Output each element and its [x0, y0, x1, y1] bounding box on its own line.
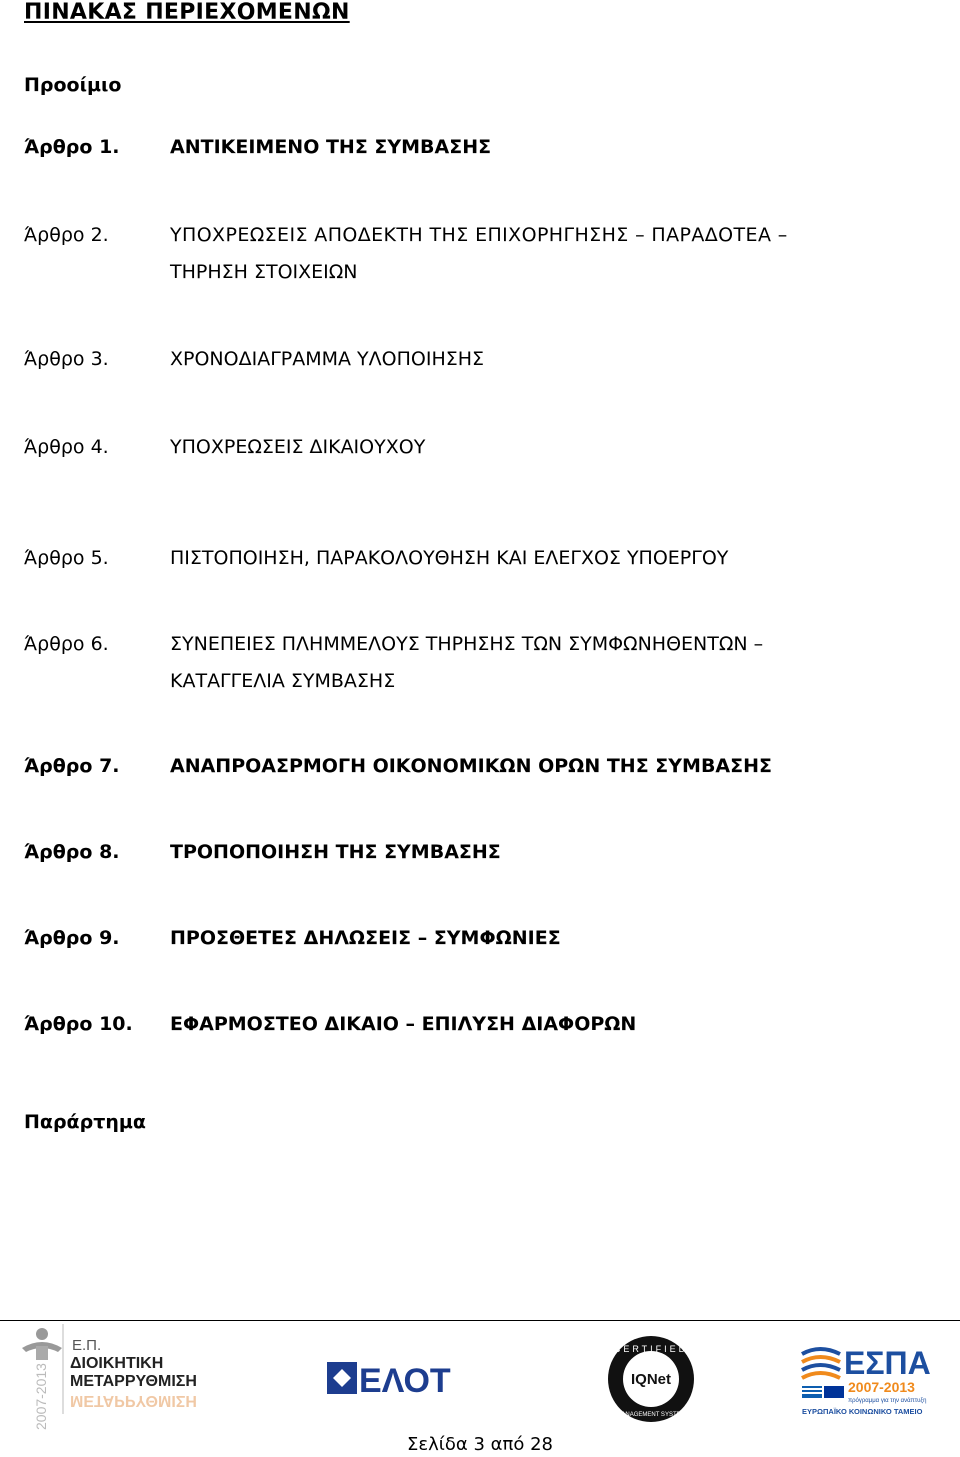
article-number: Άρθρο 6.: [24, 633, 109, 655]
espa-fund: ΕΥΡΩΠΑΪΚΟ ΚΟΙΝΩΝΙΚΟ ΤΑΜΕΙΟ: [802, 1407, 923, 1416]
article-number: Άρθρο 5.: [24, 547, 109, 569]
article-title: ΤΡΟΠΟΠΟΙΗΣΗ ΤΗΣ ΣΥΜΒΑΣΗΣ: [170, 841, 501, 863]
espa-title: ΕΣΠΑ: [844, 1345, 931, 1381]
article-number: Άρθρο 4.: [24, 436, 109, 458]
espa-tag: πρόγραμμα για την ανάπτυξη: [848, 1398, 927, 1404]
article-number: Άρθρο 2.: [24, 224, 109, 246]
article-number: Άρθρο 10.: [24, 1013, 133, 1035]
article-title: ΧΡΟΝΟΔΙΑΓΡΑΜΜΑ ΥΛΟΠΟΙΗΣΗΣ: [170, 348, 485, 370]
article-number: Άρθρο 8.: [24, 841, 120, 863]
article-title: ΑΝΤΙΚΕΙΜΕΝΟ ΤΗΣ ΣΥΜΒΑΣΗΣ: [170, 136, 492, 158]
iqnet-outer: CERTIFIED: [613, 1344, 689, 1354]
article-number: Άρθρο 7.: [24, 755, 120, 777]
iqnet-bottom: MANAGEMENT SYSTEM: [616, 1412, 686, 1418]
article-title: ΥΠΟΧΡΕΩΣΕΙΣ ΔΙΚΑΙΟΥΧΟΥ: [170, 436, 426, 458]
article-title: ΕΦΑΡΜΟΣΤΕΟ ΔΙΚΑΙΟ – ΕΠΙΛΥΣΗ ΔΙΑΦΟΡΩΝ: [170, 1013, 637, 1035]
dm-line1: ΔΙΟΙΚΗΤΙΚΗ: [70, 1355, 164, 1372]
article-number: Άρθρο 3.: [24, 348, 109, 370]
article-title: ΥΠΟΧΡΕΩΣΕΙΣ ΑΠΟΔΕΚΤΗ ΤΗΣ ΕΠΙΧΟΡΗΓΗΣΗΣ – ΠΑΡΑΔΟΤΕΑ –: [170, 224, 788, 246]
logo-elot: [327, 1360, 467, 1400]
espa-years: 2007-2013: [848, 1379, 915, 1395]
logo-espa: [800, 1338, 935, 1418]
toc-prologue: Προοίμιο: [24, 74, 122, 96]
article-title: ΠΙΣΤΟΠΟΙΗΣΗ, ΠΑΡΑΚΟΛΟΥΘΗΣΗ ΚΑΙ ΕΛΕΓΧΟΣ ΥΠΟΕΡΓΟΥ: [170, 547, 729, 569]
dm-years: 2007-2013: [33, 1363, 49, 1430]
elot-text: ΕΛΟΤ: [359, 1362, 451, 1400]
dm-reflection: ΜΕΤΑΡΡΥΘΜΙΣΗ: [70, 1392, 197, 1409]
dm-ep: Ε.Π.: [72, 1337, 102, 1354]
article-title: ΑΝΑΠΡΟΑΣΡΜΟΓΗ ΟΙΚΟΝΟΜΙΚΩΝ ΟΡΩΝ ΤΗΣ ΣΥΜΒΑΣΗΣ: [170, 755, 772, 777]
logo-iqnet: [606, 1334, 696, 1424]
iqnet-inner: IQNet: [630, 1371, 672, 1388]
logo-dioikitiki-metarrythmisi: [18, 1322, 228, 1434]
toc-appendix: Παράρτημα: [24, 1111, 146, 1133]
toc-title: ΠΙΝΑΚΑΣ ΠΕΡΙΕΧΟΜΕΝΩΝ: [24, 0, 350, 25]
article-title-cont: ΤΗΡΗΣΗ ΣΤΟΙΧΕΙΩΝ: [170, 261, 358, 283]
article-title-cont: ΚΑΤΑΓΓΕΛΙΑ ΣΥΜΒΑΣΗΣ: [170, 670, 396, 692]
article-number: Άρθρο 1.: [24, 136, 120, 158]
footer-divider: [0, 1320, 960, 1321]
article-title: ΣΥΝΕΠΕΙΕΣ ΠΛΗΜΜΕΛΟΥΣ ΤΗΡΗΣΗΣ ΤΩΝ ΣΥΜΦΩΝΗΘΕΝΤΩΝ –: [170, 633, 764, 655]
page-number: Σελίδα 3 από 28: [407, 1434, 553, 1455]
article-number: Άρθρο 9.: [24, 927, 120, 949]
article-title: ΠΡΟΣΘΕΤΕΣ ΔΗΛΩΣΕΙΣ – ΣΥΜΦΩΝΙΕΣ: [170, 927, 561, 949]
dm-line2: ΜΕΤΑΡΡΥΘΜΙΣΗ: [70, 1373, 197, 1390]
